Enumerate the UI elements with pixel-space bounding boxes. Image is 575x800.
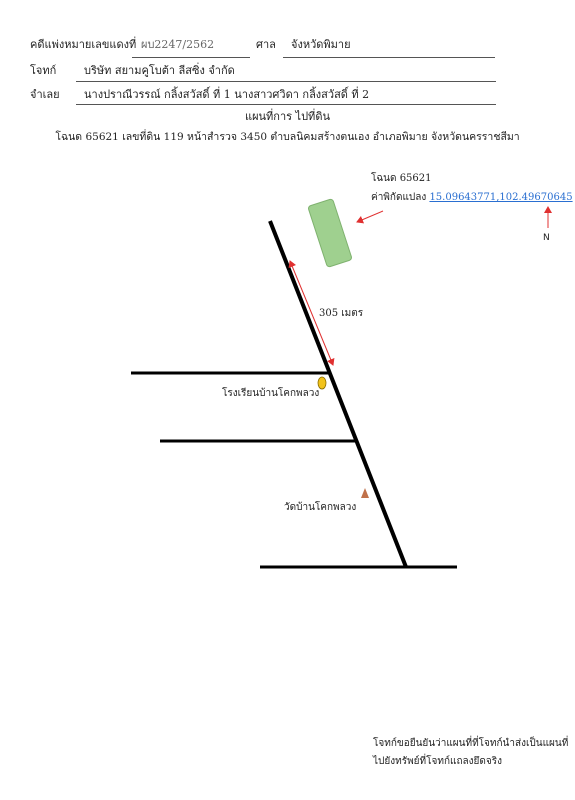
- coordinate-label: [371, 191, 573, 205]
- map-title: แผนที่การ ไปที่ดิน: [245, 110, 330, 123]
- temple-label: วัดบ้านโคกพลวง: [284, 502, 357, 513]
- north-label: N: [543, 233, 550, 243]
- footer-line-2: ไปยังทรัพย์ที่โจทก์แถลงยึดจริง: [373, 756, 502, 767]
- plaintiff-value: บริษัท สยามคูโบต้า ลีสซิ่ง จำกัด: [84, 64, 235, 77]
- school-label: โรงเรียนบ้านโคกพลวง: [222, 388, 320, 399]
- case-number-value: ผบ2247/2562: [141, 38, 215, 51]
- coordinate-link[interactable]: 15.09643771,102.49670645: [429, 192, 573, 203]
- map-subtitle: โฉนด 65621 เลขที่ดิน 119 หน้าสำรวจ 3450 ตำบลนิคมสร้างตนเอง อำเภอพิมาย จังหวัดนครราชสีมา: [55, 131, 520, 143]
- deed-label: โฉนด 65621: [371, 173, 432, 184]
- land-parcel: [308, 199, 353, 268]
- footer-line-1: โจทก์ขอยืนยันว่าแผนที่ที่โจทก์นำส่งเป็นแผนที่: [373, 738, 569, 749]
- parcel-pointer-arrow: [357, 211, 383, 222]
- court-label: ศาล: [256, 38, 276, 51]
- defendant-label: จำเลย: [30, 88, 60, 101]
- plaintiff-label: โจทก์: [30, 64, 57, 77]
- defendant-value: นางปราณีวรรณ์ กลิ้งสวัสดิ์ ที่ 1 นางสาวศวิดา กลิ้งสวัสดิ์ ที่ 2: [84, 88, 370, 101]
- court-value: จังหวัดพิมาย: [291, 38, 351, 51]
- temple-marker-icon: [361, 488, 369, 498]
- case-number-label: คดีแพ่งหมายเลขแดงที่: [30, 38, 137, 51]
- coordinate-caption: ค่าพิกัดแปลง: [371, 192, 427, 203]
- distance-label: 305 เมตร: [319, 308, 364, 319]
